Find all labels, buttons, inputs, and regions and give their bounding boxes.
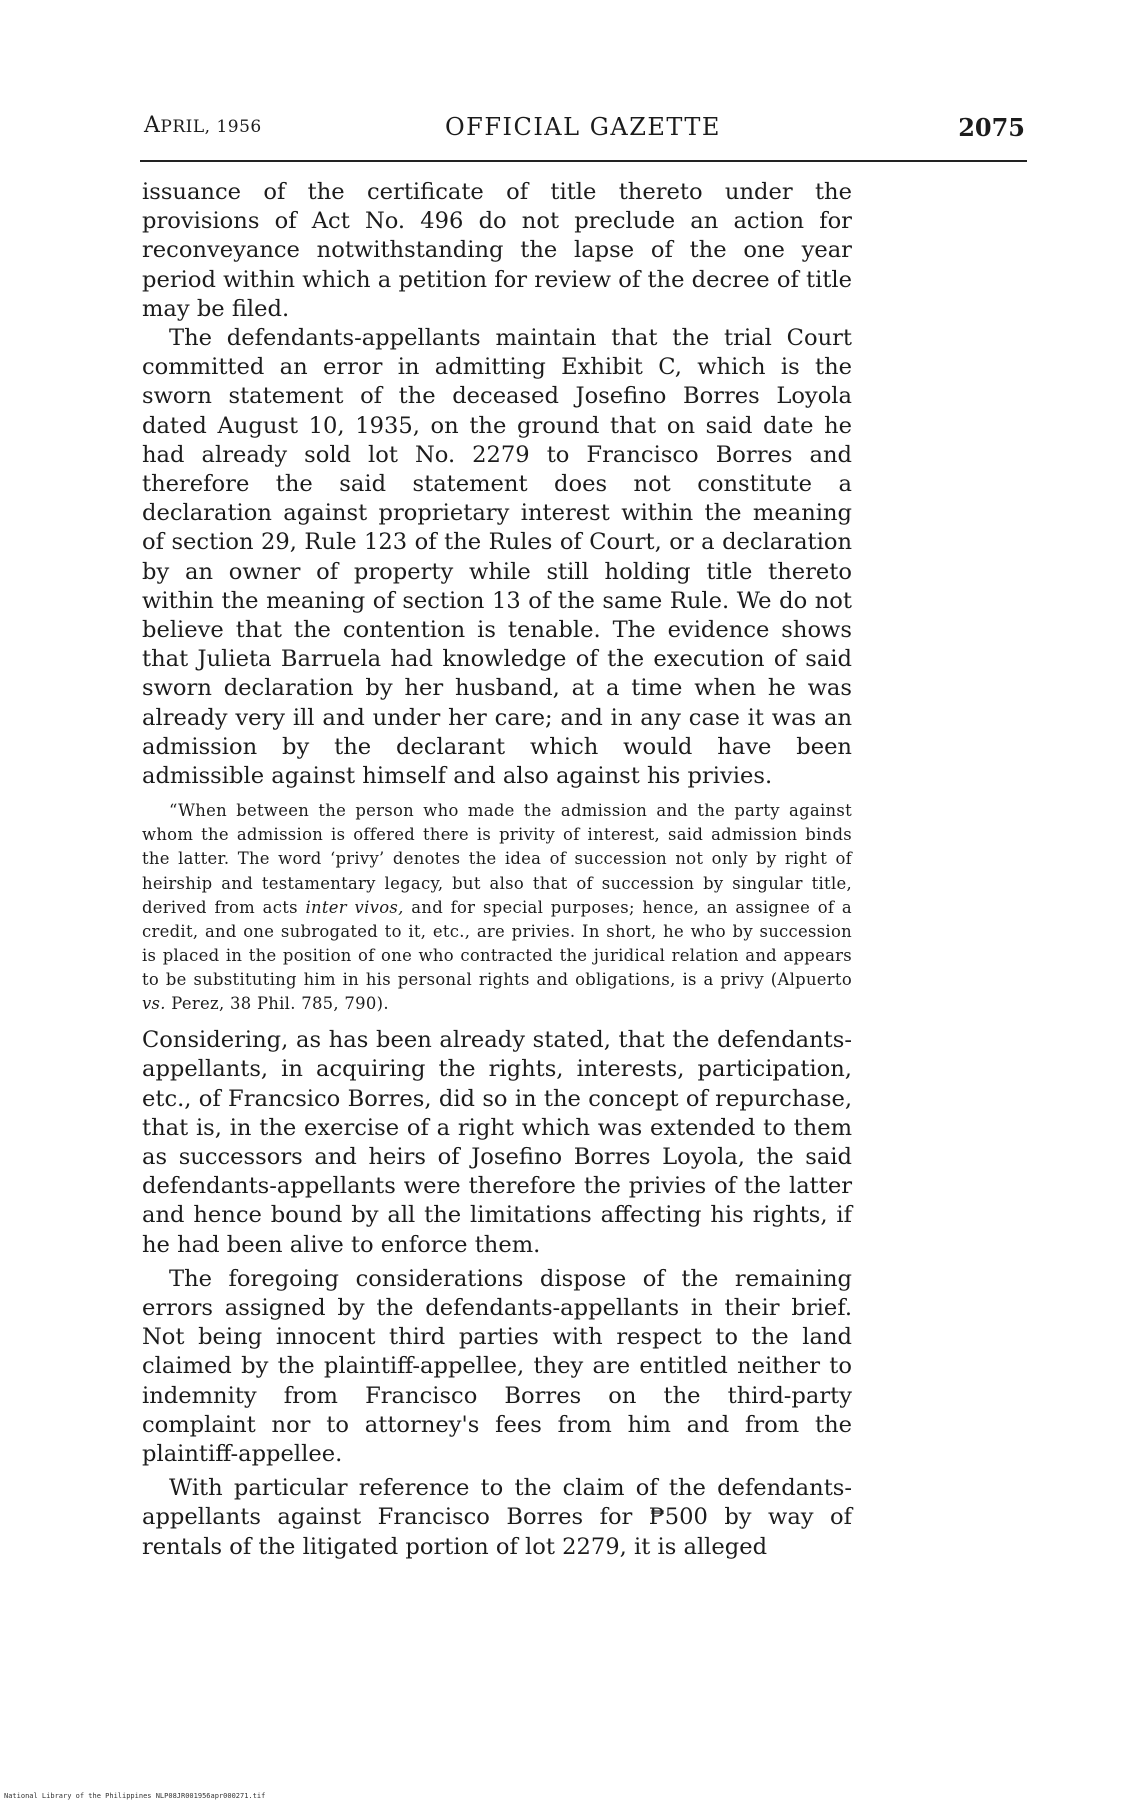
page-header bbox=[140, 113, 1025, 149]
paragraph-privies: Considering, as has been already stated, that the defendants-appellants, in acquiring the rights, interests, participation, etc., of Francsico Borres, did so in the concept of repurchase, that is, in the exercise of a right which was extended to them as successors and heirs of Josefino Borres Loyola, the said defendants-appellants were therefore the privies of the latter and hence bound by all the limitations affecting his rights, if he had been alive to enforce them. bbox=[142, 1027, 852, 1258]
paragraph-remaining-errors: The foregoing considerations dispose of the remaining errors assigned by the defendants-appellants in their brief. Not being innocent third parties with respect to the land claimed by the plaintiff-appellee, they are entitled neither to indemnity from Francisco Borres on the third-party complaint nor to attorney's fees from him and from the plaintiff-appellee. bbox=[142, 1265, 852, 1467]
block-quote-privity: “When between the person who made the admission and the party against whom the admission is offered there is privity of interest, said admission binds the latter. The word ‘privy’ denotes the idea of succession not only by right of heirship and testamentary legacy, but also that of succession by singular title, derived from acts inter vivos, and for special purposes; hence, an assignee of a credit, and one subrogated to it, etc., are privies. In short, he who by succession is placed in the position of one who contracted the juridical relation and appears to be substituting him in his personal rights and obligations, is a privy (Alpuerto vs. Perez, 38 Phil. 785, 790). bbox=[142, 801, 853, 1014]
issue-date: APRIL, 1956 bbox=[144, 113, 262, 138]
paragraph-continued: issuance of the certificate of title thereto under the provisions of Act No. 496 do not preclude an action for reconveyance notwithstanding the lapse of the one year period within which a petition for review of the decree of title may be filed. bbox=[142, 179, 852, 322]
body-column bbox=[142, 178, 852, 1562]
page-number: 2075 bbox=[958, 113, 1025, 142]
header-rule bbox=[140, 160, 1027, 162]
publication-title: OFFICIAL GAZETTE bbox=[445, 113, 721, 141]
paragraph-exhibit-c: The defendants-appellants maintain that the trial Court committed an error in admitting Exhibit C, which is the sworn statement of the deceased Josefino Borres Loyola dated August 10, 1935, on the ground that on said date he had already sold lot No. 2279 to Francisco Borres and therefore the said statement does not constitute a declaration against proprietary interest within the meaning of section 29, Rule 123 of the Rules of Court, or a declaration by an owner of property while still holding title thereto within the meaning of section 13 of the same Rule. We do not believe that the contention is tenable. The evidence shows that Julieta Barruela had knowledge of the execution of said sworn declaration by her husband, at a time when he was already very ill and under her care; and in any case it was an admission by the declarant which would have been admissible against himself and also against his privies. bbox=[142, 325, 852, 790]
paragraph-rentals-claim: With particular reference to the claim of the defendants-appellants against Francisco Borres for ₱500 by way of rentals of the litigated portion of lot 2279, it is alleged bbox=[142, 1475, 852, 1560]
scan-credit: National Library of the Philippines NLP08JR001956apr000271.tif bbox=[4, 1792, 266, 1800]
